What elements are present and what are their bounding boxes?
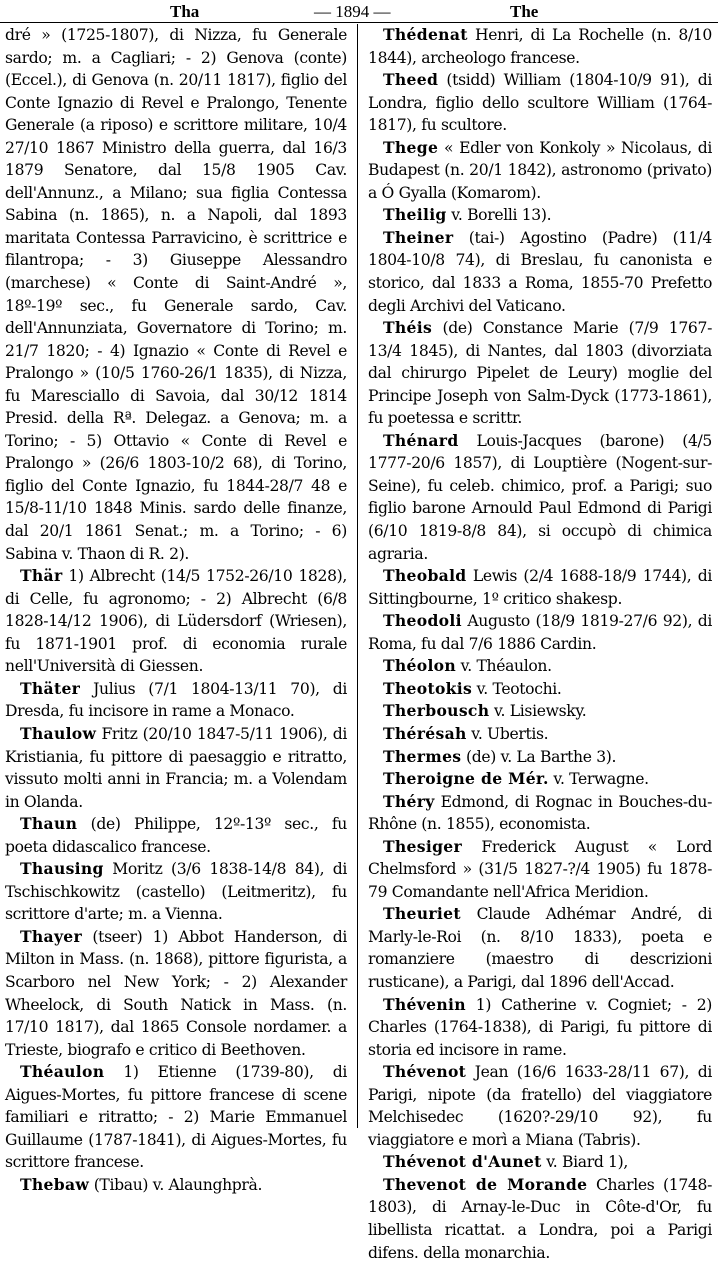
- entry-headword: Thär: [20, 566, 63, 586]
- entry-text: « Edler von Konkoly » Nicolaus, di Budapest (n. 20/1 1842), astronomo (privato) a Ó Gyalla (Komarom).: [368, 138, 712, 202]
- entry-text: Louis-Jacques (barone) (4/5 1777-20/6 1857), di Louptière (Nogent-sur-Seine), fu celeb. chimico, prof. a Parigi; suo figlio barone Arnould Paul Edmond di Parigi (6/10 1819-8/8 84), si occupò di chimica agraria.: [368, 431, 712, 563]
- dictionary-entry: [368, 1174, 712, 1264]
- entry-headword: Thénard: [383, 430, 459, 450]
- entry-headword: Thesiger: [383, 836, 463, 856]
- dictionary-entry: [5, 678, 347, 723]
- entry-headword: Theobald: [383, 566, 467, 586]
- dictionary-entry: [368, 24, 712, 69]
- entry-text: Augusto (18/9 1819-27/6 92), di Roma, fu dal 7/6 1886 Cardin.: [368, 612, 712, 653]
- dictionary-entry: [5, 926, 347, 1061]
- entry-text: Jean (16/6 1633-28/11 67), di Parigi, nipote (da fratello) del viaggiatore Melchisedec (1620?-29/10 92), fu viaggiatore e morì a Miana (Tabris).: [368, 1063, 712, 1149]
- entry-text: v. Ubertis.: [466, 724, 549, 743]
- entry-text: 1) Catherine v. Cogniet; - 2) Charles (1764-1838), di Parigi, fu pittore di storia ed incisore in rame.: [368, 995, 712, 1059]
- dictionary-entry: [368, 723, 712, 746]
- entry-text: Henri, di La Rochelle (n. 8/10 1844), archeologo francese.: [368, 26, 712, 67]
- dictionary-entry: [5, 565, 347, 678]
- entry-headword: Theodoli: [383, 611, 462, 631]
- entry-headword: Théis: [383, 318, 433, 338]
- entry-text: v. Terwagne.: [548, 770, 649, 789]
- dictionary-entry: [368, 69, 712, 137]
- entry-headword: Théaulon: [20, 1062, 105, 1082]
- entry-headword: Theed: [383, 70, 439, 90]
- dictionary-entry: [5, 1174, 347, 1197]
- entry-headword: Theroigne de Mér.: [383, 769, 549, 789]
- entry-headword: Theuriet: [383, 904, 461, 924]
- entry-headword: Therbousch: [383, 701, 490, 721]
- entry-headword: Théolon: [383, 656, 457, 676]
- entry-headword: Theotokis: [383, 678, 473, 698]
- dictionary-entry: [368, 137, 712, 205]
- dictionary-entry: [368, 1151, 712, 1174]
- entry-text: Claude Adhémar André, di Marly-le-Roi (n. 8/10 1833), poeta e romanziere (maestro di descrizioni rusticane), a Parigi, dal 1896 dell'Accad.: [368, 905, 712, 991]
- entry-headword: Theilig: [383, 205, 447, 225]
- entry-text: Julius (7/1 1804-13/11 70), di Dresda, fu incisore in rame a Monaco.: [5, 679, 347, 721]
- header-left-guideword: Tha: [170, 2, 200, 21]
- left-column: [5, 24, 347, 1194]
- entry-text: v. Borelli 13).: [446, 206, 552, 225]
- entry-text: (de) Philippe, 12º-13º sec., fu poeta didascalico francese.: [5, 815, 347, 856]
- dictionary-entry: [368, 317, 712, 430]
- entry-headword: Thebaw: [20, 1174, 90, 1194]
- column-divider: [357, 24, 358, 1128]
- dictionary-entry: [5, 858, 347, 926]
- entry-text: v. Biard 1),: [541, 1153, 628, 1172]
- entry-text: 1) Etienne (1739-80), di Aigues-Mortes, fu pittore francese di scene familiari e ritratto; - 2) Marie Emmanuel Guillaume (1787-1841), di Aigues-Mortes, fu scrittore francese.: [5, 1063, 347, 1172]
- entry-text: v. Teotochi.: [472, 679, 562, 698]
- entry-headword: Thérésah: [383, 723, 467, 743]
- entry-text: (de) v. La Barthe 3).: [461, 747, 617, 766]
- entry-headword: Thaulow: [20, 723, 97, 743]
- dictionary-entry: [368, 791, 712, 836]
- entry-text: (tsidd) William (1804-10/9 91), di Londra, figlio dello scultore William (1764-1817), fu scultore.: [368, 71, 712, 135]
- dictionary-entry: [368, 204, 712, 227]
- dictionary-entry: [368, 768, 712, 791]
- dictionary-entry: [368, 430, 712, 565]
- entry-headword: Thévenot: [383, 1062, 467, 1082]
- entry-text: (Tibau) v. Alaunghprà.: [89, 1175, 263, 1194]
- entry-text: dré » (1725-1807), di Nizza, fu Generale sardo; m. a Cagliari; - 2) Genova (conte) (Eccel.), di Genova (n. 20/11 1817), figlio del Conte Ignazio di Revel e Pralongo, Tenente Generale (a riposo) e scrittore militare, 10/4 27/10 1867 Ministro della guerra, dal 16/3 1879 Senatore, dal 15/8 1905 Cav. dell'Annunz., a Milano; sua figlia Contessa Sabina (n. 1865), n. a Napoli, dal 1893 maritata Contessa Parravicino, è scrittrice e filantropa; - 3) Giuseppe Alessandro (marchese) « Conte di Saint-André », 18º-19º sec., fu Generale sardo, Cav. dell'Annunziata, Governatore di Torino; m. 21/7 1820; - 4) Ignazio « Conte di Revel e Pralongo » (10/5 1760-26/1 1835), di Nizza, fu Maresciallo di Savoia, dal 30/12 1814 Presid. della Rª. Delegaz. a Genova; m. a Torino; - 5) Ottavio « Conte di Revel e Pralongo » (26/6 1803-10/2 68), di Torino, figlio del Conte Ignazio, fu 1844-28/7 48 e 15/8-11/10 1848 Minis. sardo delle finanze, dal 20/1 1861 Senat.; m. a Torino; - 6) Sabina v. Thaon di R. 2).: [5, 26, 347, 563]
- dictionary-entry: [368, 836, 712, 904]
- header-rule: [0, 22, 718, 23]
- entry-text: 1) Albrecht (14/5 1752-26/10 1828), di Celle, fu agronomo; - 2) Albrecht (6/8 1828-14/12 1906), di Lüdersdorf (Wriesen), fu 1871-1901 prof. di economia rurale nell'Università di Giessen.: [5, 567, 347, 676]
- dictionary-entry: [368, 700, 712, 723]
- dictionary-entry: [368, 903, 712, 993]
- dictionary-entry: [5, 723, 347, 813]
- entry-headword: Thevenot de Morande: [383, 1174, 588, 1194]
- entry-text: (tai-) Agostino (Padre) (11/4 1804-10/8 74), di Breslau, fu canonista e storico, dal 1833 a Roma, 1855-70 Prefetto degli Archivi del Vaticano.: [368, 228, 712, 315]
- entry-headword: Thévenot d'Aunet: [383, 1152, 542, 1172]
- entry-headword: Thermes: [383, 746, 462, 766]
- entry-text: Frederick August « Lord Chelmsford » (31/5 1827-?/4 1905) fu 1878-79 Comandante nell'Africa Meridion.: [368, 837, 712, 901]
- right-column: [368, 24, 712, 1262]
- entry-headword: Théry: [383, 791, 435, 811]
- entry-headword: Theiner: [383, 227, 454, 247]
- dictionary-entry: [368, 994, 712, 1062]
- entry-text: (de) Constance Marie (7/9 1767-13/4 1845), di Nantes, dal 1803 (divorziata dal chirurgo Pipelet de Leury) moglie del Principe Joseph von Salm-Dyck (1773-1861), fu poetessa e scrittr.: [368, 319, 712, 428]
- entry-text: Moritz (3/6 1838-14/8 84), di Tschischkowitz (castello) (Leitmeritz), fu scrittore d'arte; m. a Vienna.: [5, 860, 347, 924]
- entry-headword: Thayer: [20, 926, 83, 946]
- entry-text: (tseer) 1) Abbot Handerson, di Milton in Mass. (n. 1868), pittore figurista, a Scarboro nel New York; - 2) Alexander Wheelock, di South Natick in Mass. (n. 17/10 1817), dal 1865 Console nordamer. a Trieste, biografo e critico di Beethoven.: [5, 927, 347, 1059]
- entry-headword: Thäter: [20, 678, 81, 698]
- dictionary-entry: [368, 655, 712, 678]
- dictionary-entry: [5, 813, 347, 858]
- entry-text: Fritz (20/10 1847-5/11 1906), di Kristiania, fu pittore di paesaggio e ritratto, vissuto molti anni in Francia; m. a Volendam in Olanda.: [5, 724, 347, 811]
- dictionary-entry: [368, 678, 712, 701]
- entry-text: Edmond, di Rognac in Bouches-du-Rhône (n. 1855), economista.: [368, 792, 712, 834]
- entry-headword: Thege: [383, 137, 439, 157]
- entry-text: v. Lisiewsky.: [489, 702, 587, 721]
- dictionary-entry: [368, 565, 712, 610]
- dictionary-entry: [5, 1061, 347, 1174]
- entry-text: Charles (1748-1803), di Arnay-le-Duc in Côte-d'Or, fu libellista ricattat. a Londra, poi a Parigi difens. della monarchia.: [368, 1175, 712, 1262]
- dictionary-entry: [368, 1061, 712, 1151]
- entry-text: Lewis (2/4 1688-18/9 1744), di Sittingbourne, 1º critico shakesp.: [368, 567, 712, 608]
- entry-headword: Thévenin: [383, 994, 466, 1014]
- dictionary-entry: [368, 610, 712, 655]
- dictionary-entry: [368, 746, 712, 769]
- page-header: [0, 0, 718, 22]
- entry-headword: Thédenat: [383, 25, 468, 44]
- entry-headword: Thaun: [20, 814, 78, 834]
- page-number: — 1894 —: [314, 2, 391, 21]
- dictionary-entry: [5, 24, 347, 565]
- dictionary-entry: [368, 227, 712, 317]
- entry-text: v. Théaulon.: [456, 657, 552, 676]
- entry-headword: Thausing: [20, 859, 104, 879]
- header-right-guideword: The: [510, 2, 539, 21]
